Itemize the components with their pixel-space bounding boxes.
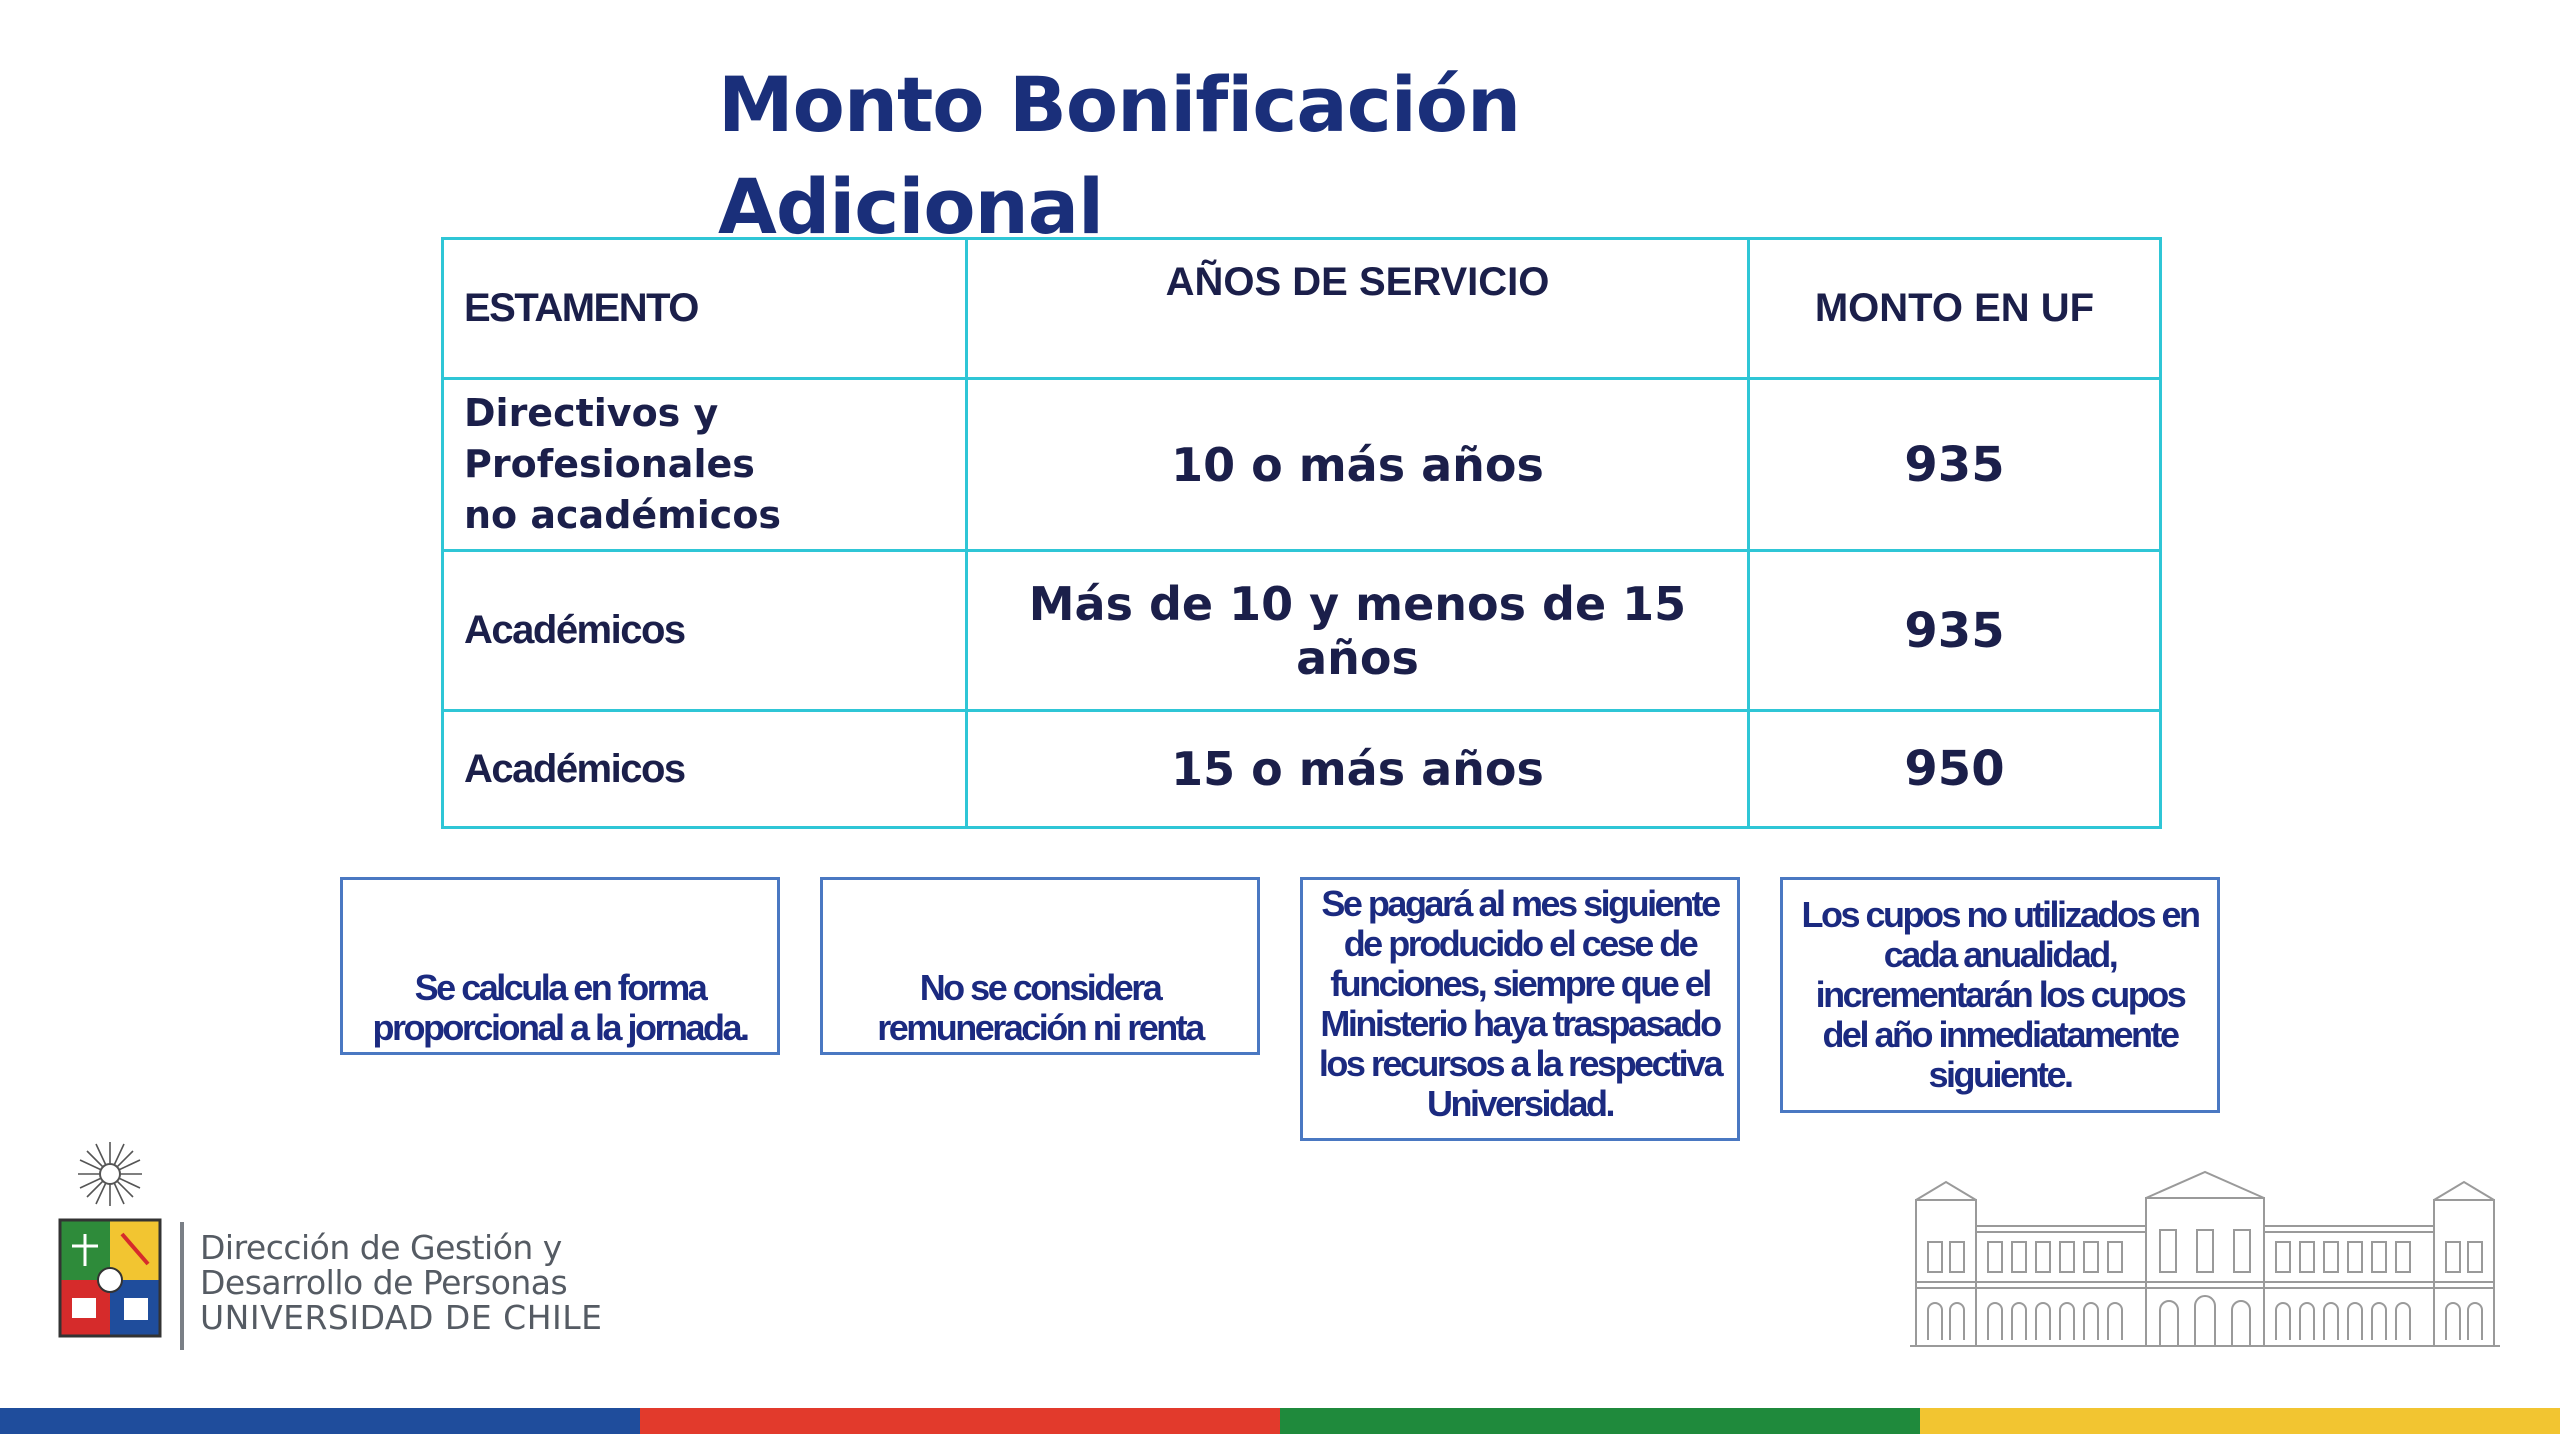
- note-3-line-2: de producido el cese de: [1343, 923, 1697, 964]
- stripe-green: [1280, 1408, 1920, 1434]
- table-header-row: [443, 239, 2161, 379]
- org-line-3: UNIVERSIDAD DE CHILE: [200, 1298, 603, 1337]
- note-3-line-4: Ministerio haya traspasado: [1320, 1003, 1720, 1044]
- building-illustration-icon: [1910, 1170, 2500, 1355]
- org-divider: [180, 1222, 184, 1350]
- stripe-blue: [0, 1408, 640, 1434]
- title-line-1: Monto Bonificación: [718, 60, 1521, 149]
- note-1-line-1: Se calcula en forma: [414, 967, 706, 1008]
- note-2-text: [877, 968, 1203, 1048]
- row-3-years: 15 o más años: [967, 711, 1749, 828]
- note-3-line-3: funciones, siempre que el: [1330, 963, 1710, 1004]
- row-1-estamento-line-2: Profesionales: [464, 442, 755, 486]
- note-3-line-5: los recursos a la respectiva: [1318, 1043, 1722, 1084]
- note-4-line-3: incrementarán los cupos: [1815, 974, 2185, 1015]
- header-estamento: ESTAMENTO: [443, 239, 967, 379]
- table-row: [443, 379, 2161, 551]
- row-2-years: Más de 10 y menos de 15 años: [967, 551, 1749, 711]
- note-box-remuneracion: [820, 877, 1260, 1055]
- table-row: [443, 551, 2161, 711]
- row-3-amount: 950: [1749, 711, 2161, 828]
- note-4-text: [1801, 895, 2198, 1095]
- note-4-line-4: del año inmediatamente: [1822, 1014, 2178, 1055]
- page-title: [718, 54, 1520, 258]
- stripe-yellow: [1920, 1408, 2560, 1434]
- row-1-amount: 935: [1749, 379, 2161, 551]
- title-line-2: Adicional: [718, 162, 1104, 251]
- note-2-line-1: No se considera: [919, 967, 1161, 1008]
- note-1-line-2: proporcional a la jornada.: [372, 1007, 748, 1048]
- note-box-cupos: [1780, 877, 2220, 1113]
- row-1-estamento-line-1: Directivos y: [464, 391, 719, 435]
- note-4-line-1: Los cupos no utilizados en: [1801, 894, 2199, 935]
- stripe-red: [640, 1408, 1280, 1434]
- row-2-amount: 935: [1749, 551, 2161, 711]
- university-crest-icon: [52, 1134, 172, 1359]
- org-line-2: Desarrollo de Personas: [200, 1263, 568, 1302]
- header-anos-servicio: AÑOS DE SERVICIO: [967, 239, 1749, 379]
- org-line-1: Dirección de Gestión y: [200, 1228, 562, 1267]
- note-3-text: [1319, 884, 1721, 1124]
- row-3-estamento: Académicos: [443, 711, 967, 828]
- note-4-line-5: siguiente.: [1928, 1054, 2072, 1095]
- row-2-estamento: Académicos: [443, 551, 967, 711]
- bonus-table: [441, 237, 2162, 829]
- row-1-estamento: [443, 379, 967, 551]
- note-4-line-2: cada anualidad,: [1883, 934, 2117, 975]
- note-2-line-2: remuneración ni renta: [877, 1007, 1203, 1048]
- table-row: [443, 711, 2161, 828]
- header-monto-uf: MONTO EN UF: [1749, 239, 2161, 379]
- note-box-pago: [1300, 877, 1740, 1141]
- org-name: [200, 1230, 603, 1335]
- note-3-line-6: Universidad.: [1426, 1083, 1614, 1124]
- note-3-line-1: Se pagará al mes siguiente: [1321, 883, 1719, 924]
- note-box-proporcional: [340, 877, 780, 1055]
- row-1-estamento-line-3: no académicos: [464, 493, 782, 537]
- note-1-text: [372, 968, 747, 1048]
- row-1-years: 10 o más años: [967, 379, 1749, 551]
